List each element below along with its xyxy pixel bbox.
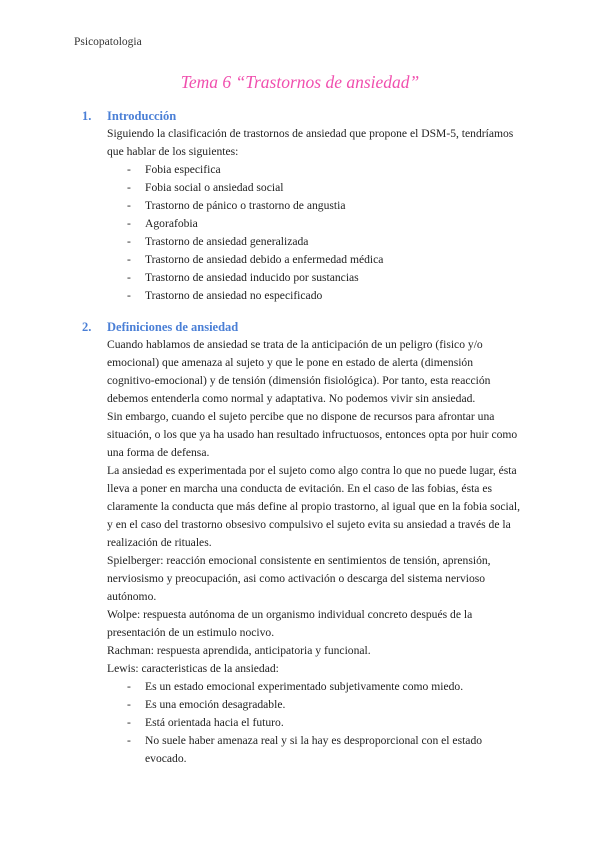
list-item — [0, 161, 600, 179]
list-item — [0, 714, 600, 732]
body-line: nerviosismo y preocupación, asi como activación o descarga del sistema nervioso — [107, 572, 486, 585]
body-line: claramente la conducta que más define al propio trastorno, al igual que en la fobia social, — [107, 500, 521, 513]
dash-bullet-icon: - — [127, 680, 131, 693]
list-item-text: Agorafobia — [145, 217, 198, 230]
body-line: una forma de defensa. — [107, 446, 210, 459]
bullet-continuation: evocado. — [145, 752, 187, 765]
body-line: lleva a poner en marcha una conducta de evitación. En el caso de las fobias, ésta es — [107, 482, 493, 495]
list-item — [0, 215, 600, 233]
running-header: Psicopatologia — [74, 36, 142, 48]
dash-bullet-icon: - — [127, 163, 131, 176]
dash-bullet-icon: - — [127, 271, 131, 284]
dash-bullet-icon: - — [127, 716, 131, 729]
body-line: y en el caso del trastorno obsesivo compulsivo el sujeto evita su ansiedad a través de la — [107, 518, 511, 531]
list-item — [0, 251, 600, 269]
list-item — [0, 197, 600, 215]
section-number: 2. — [82, 320, 92, 334]
list-item-text: Trastorno de ansiedad no especificado — [145, 289, 323, 302]
body-line: debemos entenderla como normal y adaptativa. No podemos vivir sin ansiedad. — [107, 392, 476, 405]
body-line: cognitivo-emocional) y de tensión (dimensión fisiológica). Por tanto, esta reacción — [107, 374, 491, 387]
list-item — [0, 269, 600, 287]
section-introduccion — [0, 107, 600, 305]
body-line: Rachman: respuesta aprendida, anticipatoria y funcional. — [107, 644, 371, 657]
body-line: Siguiendo la clasificación de trastornos de ansiedad que propone el DSM-5, tendríamos — [107, 127, 514, 140]
body-line: Wolpe: respuesta autónoma de un organismo individual concreto después de la — [107, 608, 473, 621]
body-line: situación, o los que ya ha usado han resultado infructuosos, entonces opta por huir como — [107, 428, 518, 441]
list-item-text: Fobia especifica — [145, 163, 221, 176]
section-definiciones — [0, 318, 600, 768]
body-line: Sin embargo, cuando el sujeto percibe que no dispone de recursos para afrontar una — [107, 410, 495, 423]
body-line: autónomo. — [107, 590, 157, 603]
section-heading — [0, 318, 600, 336]
list-item-text: Fobia social o ansiedad social — [145, 181, 284, 194]
list-item — [0, 696, 600, 714]
list-item-text: Trastorno de ansiedad generalizada — [145, 235, 309, 248]
section-title: Definiciones de ansiedad — [107, 320, 239, 334]
section-heading — [0, 107, 600, 125]
dash-bullet-icon: - — [127, 199, 131, 212]
section-title: Introducción — [107, 109, 177, 123]
list-item-text: Trastorno de pánico o trastorno de angustia — [145, 199, 346, 212]
list-item-text: Es un estado emocional experimentado subjetivamente como miedo. — [145, 680, 464, 693]
dash-bullet-icon: - — [127, 217, 131, 230]
body-line: que hablar de los siguientes: — [107, 145, 239, 158]
list-item — [0, 678, 600, 696]
body-line: Cuando hablamos de ansiedad se trata de la anticipación de un peligro (fisico y/o — [107, 338, 483, 351]
dash-bullet-icon: - — [127, 734, 131, 747]
list-item-text: Es una emoción desagradable. — [145, 698, 286, 711]
body-line: emocional) que amenaza al sujeto y que le pone en estado de alerta (dimensión — [107, 356, 474, 369]
list-item — [0, 287, 600, 305]
list-item-text: No suele haber amenaza real y si la hay es desproporcional con el estado — [145, 734, 483, 747]
list-item — [0, 179, 600, 197]
list-item-text: Está orientada hacia el futuro. — [145, 716, 284, 729]
list-item-text: Trastorno de ansiedad inducido por sustancias — [145, 271, 359, 284]
list-item-text: Trastorno de ansiedad debido a enfermedad médica — [145, 253, 384, 266]
section-number: 1. — [82, 109, 92, 123]
dash-bullet-icon: - — [127, 253, 131, 266]
list-item — [0, 233, 600, 251]
dash-bullet-icon: - — [127, 698, 131, 711]
dash-bullet-icon: - — [127, 235, 131, 248]
document-title: Tema 6 “Trastornos de ansiedad” — [180, 72, 420, 92]
dash-bullet-icon: - — [127, 289, 131, 302]
list-item — [0, 732, 600, 750]
body-line: presentación de un estimulo nocivo. — [107, 626, 275, 639]
body-line: La ansiedad es experimentada por el sujeto como algo contra lo que no puede lugar, ésta — [107, 464, 517, 477]
body-line: Lewis: caracteristicas de la ansiedad: — [107, 662, 279, 675]
body-line: realización de rituales. — [107, 536, 212, 549]
body-line: Spielberger: reacción emocional consistente en sentimientos de tensión, aprensión, — [107, 554, 491, 567]
dash-bullet-icon: - — [127, 181, 131, 194]
